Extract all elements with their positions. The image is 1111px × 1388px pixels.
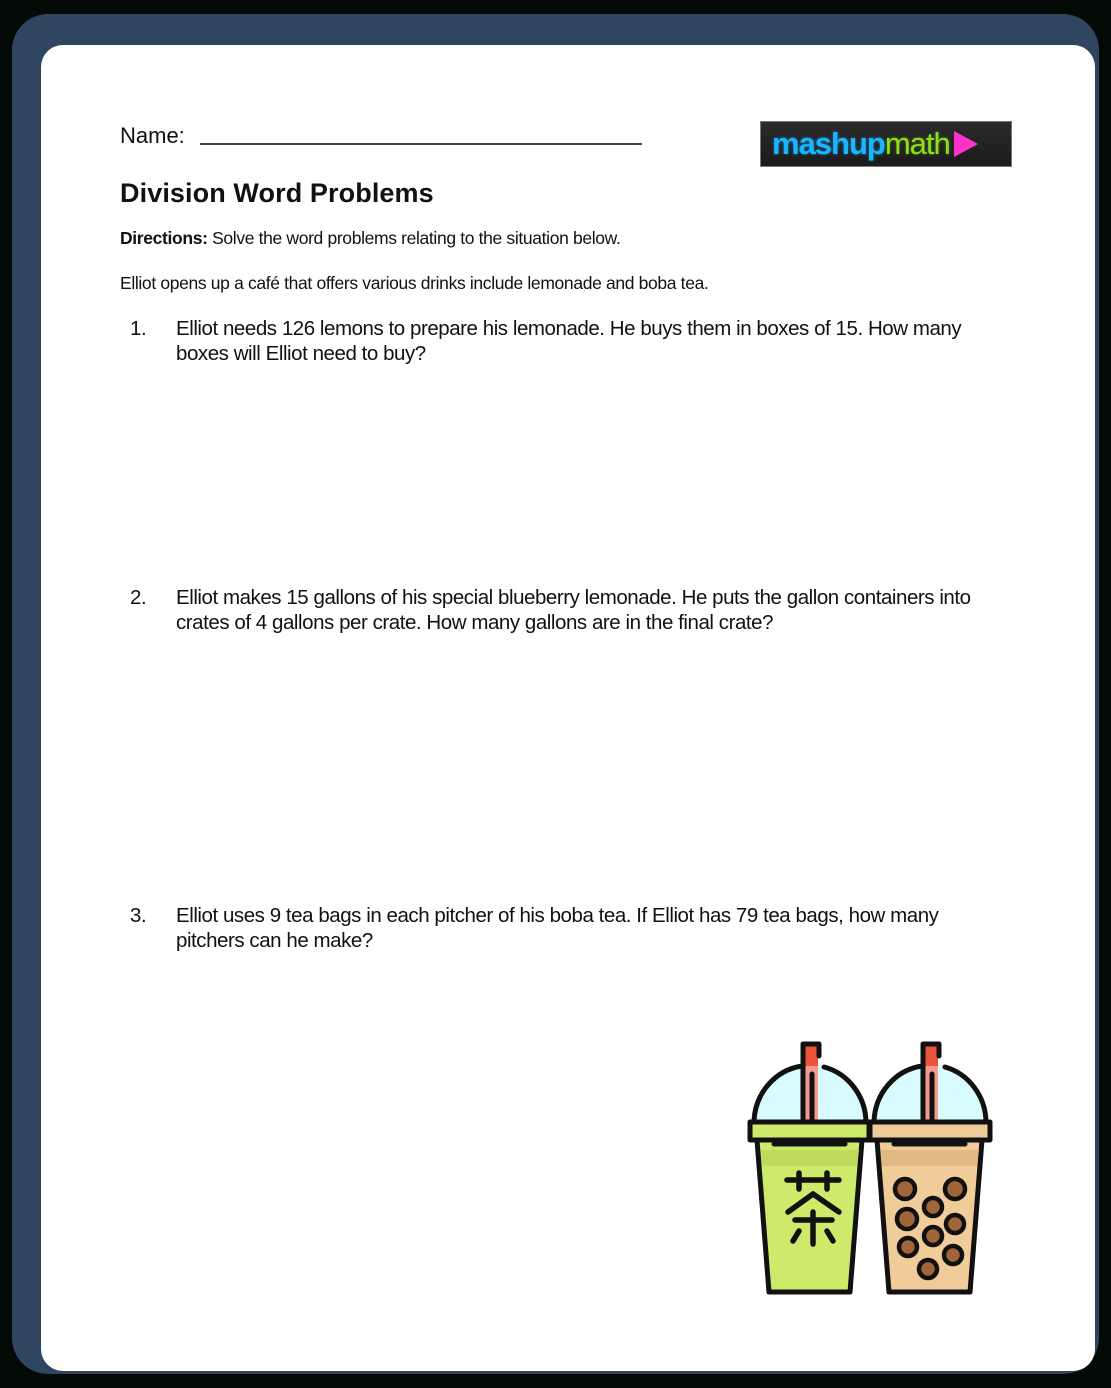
question-text: Elliot needs 126 lemons to prepare his lemonade. He buys them in boxes of 15. How many boxes will Elliot need to buy? bbox=[176, 317, 962, 365]
question-number: 2. bbox=[130, 586, 147, 609]
directions-text: Solve the word problems relating to the situation below. bbox=[207, 228, 621, 248]
name-row bbox=[120, 119, 185, 149]
logo-math-text: math bbox=[884, 126, 950, 161]
question-text: Elliot makes 15 gallons of his special blueberry lemonade. He puts the gallon containers into crates of 4 gallons per crate. How many gallons are in the final crate? bbox=[176, 586, 971, 634]
question-number: 3. bbox=[130, 904, 147, 927]
mashupmath-logo bbox=[760, 121, 1012, 167]
name-blank-line bbox=[200, 143, 642, 145]
question-1 bbox=[130, 317, 990, 366]
question-3 bbox=[130, 904, 990, 953]
worksheet-page bbox=[41, 45, 1095, 1371]
name-label: Name: bbox=[120, 123, 185, 148]
question-text: Elliot uses 9 tea bags in each pitcher of his boba tea. If Elliot has 79 tea bags, how many pitchers can he make? bbox=[176, 904, 939, 952]
worksheet-frame bbox=[12, 14, 1099, 1374]
play-icon bbox=[954, 131, 978, 157]
logo-mashup-text: mashup bbox=[772, 126, 885, 161]
directions-label: Directions: bbox=[120, 228, 208, 248]
boba-tea-cups-icon bbox=[742, 1034, 1002, 1304]
worksheet-title: Division Word Problems bbox=[120, 178, 434, 208]
directions bbox=[120, 227, 621, 249]
question-2 bbox=[130, 586, 990, 635]
question-number: 1. bbox=[130, 317, 147, 340]
scenario-text: Elliot opens up a café that offers various drinks include lemonade and boba tea. bbox=[120, 273, 709, 293]
